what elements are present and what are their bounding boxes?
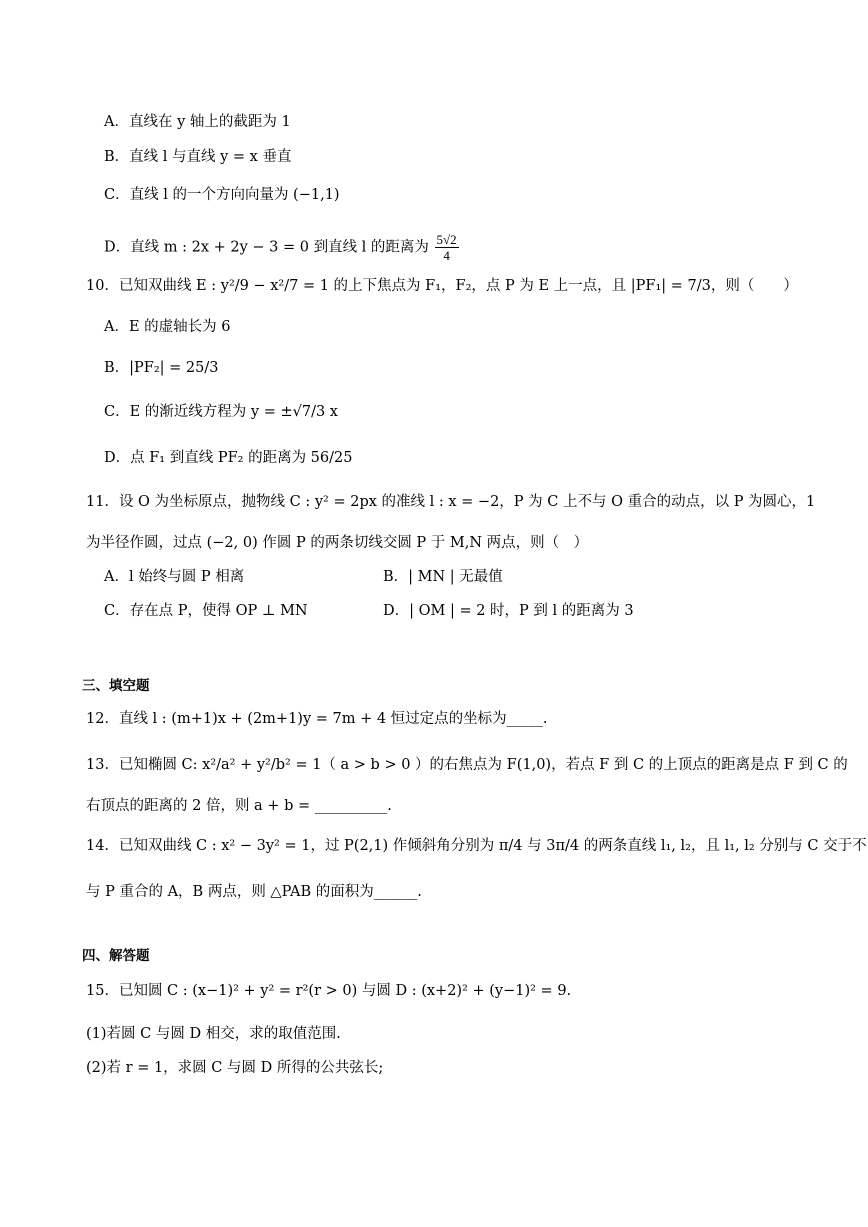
q10-option-d: D．点 F₁ 到直线 PF₂ 的距离为 56/25 [104, 450, 353, 466]
q11-option-a: A．l 始终与圆 P 相离 [104, 569, 245, 585]
q10-option-c: C．E 的渐近线方程为 y = ±√7/3 x [104, 404, 338, 420]
section-fill-in-title: 三、填空题 [82, 678, 150, 694]
section-solve-title: 四、解答题 [82, 948, 150, 964]
q10-option-a: A．E 的虚轴长为 6 [104, 319, 231, 335]
fraction-denominator: 4 [443, 248, 450, 263]
q9-option-b: B．直线 l 与直线 y = x 垂直 [104, 149, 292, 165]
q11-option-c: C．存在点 P，使得 OP ⊥ MN [104, 603, 308, 619]
q9-option-d-fraction [435, 232, 459, 263]
q10-option-b: B．|PF₂| = 25/3 [104, 360, 219, 376]
q13-line-1: 13．已知椭圆 C: x²/a² + y²/b² = 1（ a > b > 0 ）的右焦点为 F(1,0)，若点 F 到 C 的上顶点的距离是点 F 到 C 的 [86, 757, 848, 773]
q15-stem: 15．已知圆 C : (x−1)² + y² = r²(r > 0) 与圆 D : (x+2)² + (y−1)² = 9. [86, 983, 572, 999]
q12-stem: 12．直线 l : (m+1)x + (2m+1)y = 7m + 4 恒过定点的坐标为_____. [86, 711, 548, 727]
q13-line-2: 右顶点的距离的 2 倍，则 a + b = __________. [86, 798, 392, 814]
q15-part-2: (2)若 r = 1，求圆 C 与圆 D 所得的公共弦长; [86, 1060, 384, 1076]
q15-part-1: (1)若圆 C 与圆 D 相交，求的取值范围. [86, 1026, 341, 1042]
q9-option-d [104, 232, 460, 263]
q14-line-1: 14．已知双曲线 C : x² − 3y² = 1，过 P(2,1) 作倾斜角分别为 π/4 与 3π/4 的两条直线 l₁, l₂，且 l₁, l₂ 分别与 C 交于不 [86, 838, 867, 854]
q9-option-a: A．直线在 y 轴上的截距为 1 [104, 114, 291, 130]
q9-option-d-text: D．直线 m : 2x + 2y − 3 = 0 到直线 l 的距离为 [104, 239, 429, 256]
q9-option-c: C．直线 l 的一个方向向量为 (−1,1) [104, 187, 340, 203]
q11-option-b: B．| MN | 无最值 [383, 569, 503, 585]
q11-stem-line-2: 为半径作圆，过点 (−2, 0) 作圆 P 的两条切线交圆 P 于 M,N 两点，则（ ） [86, 535, 589, 551]
q10-stem: 10．已知双曲线 E : y²/9 − x²/7 = 1 的上下焦点为 F₁，F₂，点 P 为 E 上一点，且 |PF₁| = 7/3，则（ ） [86, 278, 798, 294]
q11-stem-line-1: 11．设 O 为坐标原点，抛物线 C : y² = 2px 的准线 l : x = −2，P 为 C 上不与 O 重合的动点，以 P 为圆心，1 [86, 494, 816, 510]
q14-line-2: 与 P 重合的 A，B 两点，则 △PAB 的面积为______. [86, 884, 422, 900]
fraction-numerator: 5√2 [436, 232, 457, 247]
q11-option-d: D．| OM | = 2 时，P 到 l 的距离为 3 [383, 603, 634, 619]
